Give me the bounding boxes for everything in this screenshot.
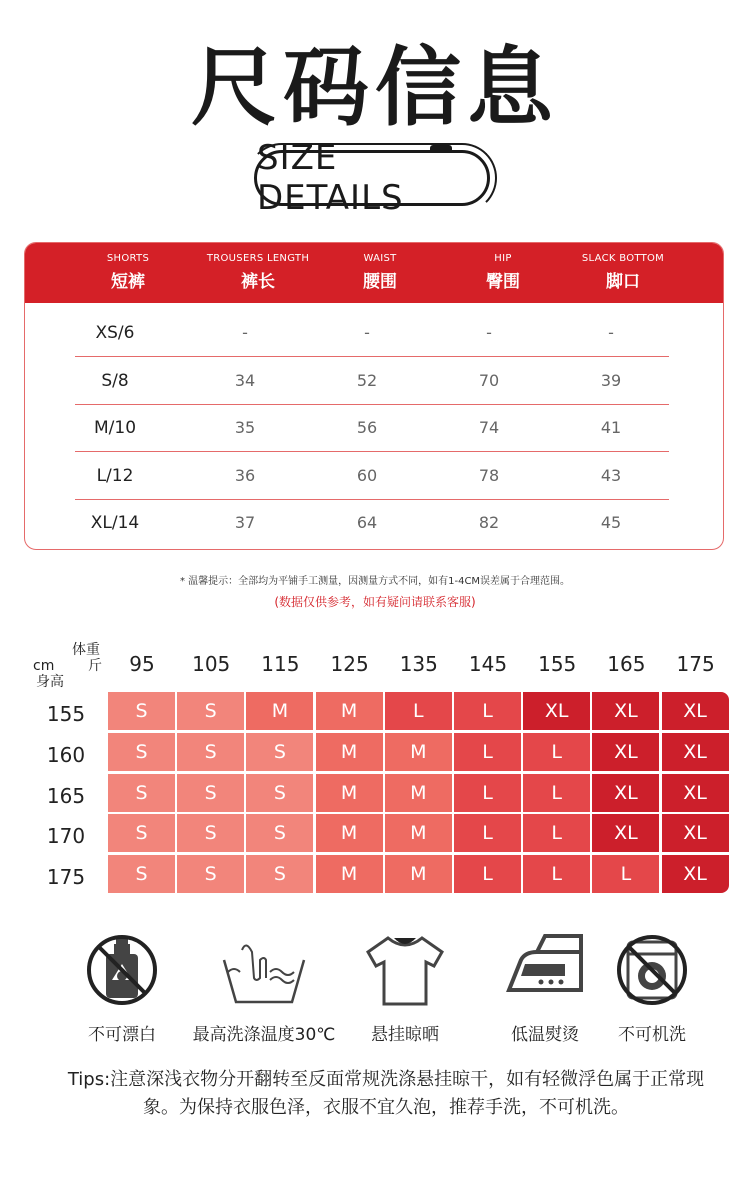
fit-cell: M bbox=[385, 814, 452, 852]
care-label: 悬挂晾晒 bbox=[371, 1025, 439, 1045]
size-value-cell: 34 bbox=[234, 370, 256, 390]
weight-header: 95 bbox=[129, 652, 155, 676]
col-header-waist bbox=[310, 253, 450, 292]
fit-cell: M bbox=[316, 855, 383, 893]
fit-cell: M bbox=[246, 692, 313, 730]
fit-cell: S bbox=[177, 733, 244, 771]
col-header-trousers-length bbox=[188, 253, 328, 292]
fit-cell: XL bbox=[662, 814, 729, 852]
col-header-zh: 腰围 bbox=[363, 272, 397, 292]
fit-cell: L bbox=[592, 855, 659, 893]
size-value-cell: - bbox=[364, 323, 370, 342]
size-value-cell: 74 bbox=[478, 418, 500, 437]
size-value-cell: - bbox=[608, 323, 614, 342]
height-header: 175 bbox=[46, 865, 86, 890]
fit-cell: M bbox=[385, 733, 452, 771]
fit-cell: M bbox=[316, 774, 383, 812]
weight-header: 135 bbox=[399, 652, 438, 676]
fit-cell: L bbox=[454, 774, 521, 812]
care-wash-30 bbox=[189, 930, 339, 1045]
col-header-zh: 裤长 bbox=[241, 272, 275, 292]
weight-axis-label: 体重 bbox=[72, 642, 100, 658]
height-header: 170 bbox=[46, 824, 86, 849]
care-no-machine-wash bbox=[577, 930, 727, 1045]
no-machine-wash-icon bbox=[612, 930, 692, 1010]
weight-unit-label: 斤 bbox=[88, 658, 102, 674]
height-header: 155 bbox=[46, 702, 86, 726]
wash-30-icon bbox=[214, 930, 314, 1010]
size-value-cell: - bbox=[242, 323, 248, 342]
no-bleach-icon bbox=[82, 930, 162, 1010]
size-value-cell: 78 bbox=[478, 465, 500, 485]
fit-cell: S bbox=[246, 814, 313, 852]
fit-cell: S bbox=[177, 814, 244, 852]
col-header-zh: 脚口 bbox=[606, 272, 640, 292]
fit-cell: S bbox=[246, 733, 313, 771]
fit-cell: XL bbox=[662, 692, 729, 730]
hang-dry-icon bbox=[360, 930, 450, 1010]
size-table-row bbox=[75, 309, 669, 357]
size-value-cell: 64 bbox=[356, 513, 378, 532]
care-label: 不可机洗 bbox=[618, 1025, 686, 1045]
fit-cell: S bbox=[177, 855, 244, 893]
fit-cell: S bbox=[108, 692, 175, 730]
size-table-row bbox=[75, 357, 669, 405]
size-table-row bbox=[75, 452, 669, 500]
fit-cell: XL bbox=[662, 774, 729, 812]
fit-cell: L bbox=[385, 692, 452, 730]
care-tips: Tips:注意深浅衣物分开翻转至反面常规洗涤悬挂晾干，如有轻微浮色属于正常现象。为保持衣服色泽，衣服不宜久泡，推荐手洗，不可机洗。 bbox=[67, 1069, 705, 1118]
care-label: 不可漂白 bbox=[88, 1025, 156, 1045]
height-axis-label: 身高 bbox=[36, 674, 64, 690]
reference-note: (数据仅供参考，如有疑问请联系客服) bbox=[274, 595, 476, 609]
size-label-cell: XS/6 bbox=[95, 323, 135, 343]
size-value-cell: 52 bbox=[356, 370, 378, 390]
fit-cell: M bbox=[385, 774, 452, 812]
fit-cell: L bbox=[523, 733, 590, 771]
height-header: 160 bbox=[46, 742, 86, 767]
col-header-en: WAIST bbox=[363, 253, 397, 264]
size-value-cell: 39 bbox=[600, 370, 622, 390]
fit-cell: S bbox=[108, 814, 175, 852]
size-table bbox=[24, 242, 724, 550]
fit-cell: XL bbox=[592, 692, 659, 730]
size-label-cell: S/8 bbox=[101, 370, 129, 391]
fit-cell: S bbox=[108, 733, 175, 771]
fit-cell: S bbox=[246, 774, 313, 812]
fit-cell: L bbox=[523, 774, 590, 812]
size-table-row bbox=[75, 404, 669, 452]
fit-cell: S bbox=[246, 855, 313, 893]
col-header-zh: 臀围 bbox=[486, 272, 520, 292]
fit-cell: M bbox=[316, 692, 383, 730]
care-no-bleach bbox=[47, 930, 197, 1045]
col-header-shorts bbox=[58, 253, 198, 292]
fit-cell: S bbox=[108, 855, 175, 893]
col-header-en: HIP bbox=[494, 253, 512, 264]
fit-cell: L bbox=[454, 733, 521, 771]
size-label-cell: M/10 bbox=[93, 418, 137, 438]
size-value-cell: 41 bbox=[600, 418, 622, 437]
fit-cell: M bbox=[316, 814, 383, 852]
col-header-zh: 短裤 bbox=[111, 272, 145, 292]
page-subtitle: SIZE DETAILS bbox=[254, 150, 490, 206]
col-header-en: TROUSERS LENGTH bbox=[206, 253, 310, 264]
weight-header: 115 bbox=[261, 652, 300, 676]
fit-cell: L bbox=[454, 814, 521, 852]
fit-cell: M bbox=[316, 733, 383, 771]
fit-cell: L bbox=[523, 855, 590, 893]
size-label-cell: XL/14 bbox=[90, 513, 140, 533]
col-header-slack-bottom bbox=[553, 253, 693, 292]
col-header-en: SHORTS bbox=[106, 253, 150, 264]
weight-header: 175 bbox=[676, 652, 715, 676]
weight-header: 105 bbox=[192, 652, 231, 676]
fit-cell: S bbox=[177, 692, 244, 730]
care-hang-dry bbox=[330, 930, 480, 1045]
page-title: 尺码信息 bbox=[191, 38, 559, 138]
size-value-cell: 82 bbox=[478, 513, 500, 532]
size-value-cell: 36 bbox=[234, 465, 256, 485]
size-value-cell: 37 bbox=[234, 513, 256, 532]
size-value-cell: 43 bbox=[600, 465, 622, 485]
care-label: 最高洗涤温度30℃ bbox=[192, 1025, 336, 1045]
weight-header: 125 bbox=[330, 652, 369, 676]
fit-cell: M bbox=[385, 855, 452, 893]
weight-header: 155 bbox=[538, 652, 577, 676]
weight-header: 165 bbox=[607, 652, 646, 676]
fit-cell: L bbox=[454, 692, 521, 730]
size-value-cell: - bbox=[486, 323, 492, 342]
weight-header: 145 bbox=[468, 652, 508, 676]
size-value-cell: 60 bbox=[356, 465, 378, 485]
fit-cell: XL bbox=[592, 774, 659, 812]
fit-cell: XL bbox=[662, 733, 729, 771]
size-value-cell: 56 bbox=[356, 418, 378, 437]
fit-cell: XL bbox=[592, 733, 659, 771]
fit-cell: XL bbox=[592, 814, 659, 852]
size-value-cell: 70 bbox=[478, 370, 500, 390]
fit-cell: XL bbox=[662, 855, 729, 893]
fit-cell: L bbox=[454, 855, 521, 893]
size-value-cell: 45 bbox=[600, 513, 622, 532]
fit-cell: S bbox=[108, 774, 175, 812]
size-label-cell: L/12 bbox=[96, 465, 134, 486]
fit-cell: XL bbox=[523, 692, 590, 730]
fit-cell: L bbox=[523, 814, 590, 852]
fit-cell: S bbox=[177, 774, 244, 812]
measurement-note: * 温馨提示：全部均为平铺手工测量，因测量方式不同，如有1-4CM误差属于合理范围。 bbox=[179, 576, 571, 587]
col-header-en: SLACK BOTTOM bbox=[581, 253, 665, 264]
size-table-row bbox=[75, 499, 669, 547]
size-table-header bbox=[25, 243, 723, 303]
care-label: 低温熨烫 bbox=[511, 1025, 579, 1045]
height-unit-label: cm bbox=[33, 658, 55, 674]
height-header: 165 bbox=[46, 783, 86, 808]
col-header-hip bbox=[433, 253, 573, 292]
size-value-cell: 35 bbox=[234, 418, 256, 437]
